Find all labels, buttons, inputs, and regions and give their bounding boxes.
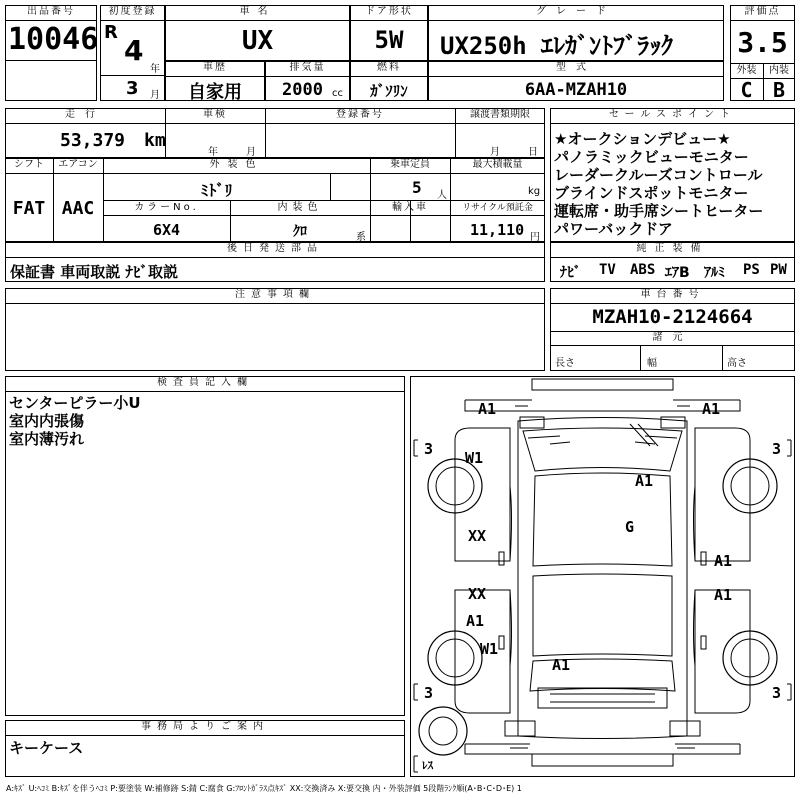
- first-registration-label: 初度登録: [108, 6, 157, 17]
- sales-point: 運転席・助手席シートヒーター: [554, 202, 764, 220]
- office-note: キーケース: [9, 739, 84, 757]
- car-name: UX: [241, 26, 274, 56]
- equipment-item: ABS: [630, 262, 656, 278]
- plate-label: 登録番号: [336, 109, 384, 120]
- length-label: 長さ: [555, 358, 575, 369]
- recycle-unit: 円: [530, 232, 540, 243]
- interior-label: 内装: [769, 65, 789, 76]
- model-label: 型式: [556, 62, 596, 73]
- door-type: 5W: [374, 26, 404, 54]
- damage-mark: W1: [465, 449, 484, 467]
- later-parts: 保証書 車両取説 ﾅﾋﾞ取説: [10, 263, 178, 281]
- interior-color: ｸﾛ: [293, 224, 307, 240]
- legend: A:ｷｽﾞ U:ﾍｺﾐ B:ｷｽﾞを伴うﾍｺﾐ P:要塗装 W:補修跡 S:錆 C:腐食 G:ﾌﾛﾝﾄｶﾞﾗｽ点ｷｽﾞ XX:交換済み X:要交換 内・外装評価 5段階ﾗﾝｸ順(A･B･C･D･E) 1: [6, 784, 522, 793]
- history: 自家用: [188, 82, 242, 103]
- color-number-label: カラーNo.: [134, 202, 199, 213]
- month-unit: 月: [150, 90, 160, 101]
- mileage-label: 走行: [65, 109, 105, 120]
- registration-month: 3: [126, 78, 139, 99]
- registration-year: 4: [124, 34, 144, 67]
- exterior-score: C: [740, 78, 753, 102]
- damage-mark: A1: [635, 472, 654, 490]
- equipment-item: ﾅﾋﾞ: [560, 265, 581, 281]
- lot-number: 10046: [8, 22, 99, 57]
- shift: FAT: [12, 198, 46, 219]
- exterior-label: 外装: [736, 65, 757, 76]
- grade-label: グレード: [536, 6, 616, 17]
- sales-points-label: セールスポイント: [608, 109, 737, 120]
- shift-label: シフト: [14, 159, 44, 170]
- damage-mark: XX: [468, 527, 487, 545]
- chassis-number: MZAH10-2124664: [592, 306, 753, 328]
- fuel: ｶﾞｿﾘﾝ: [370, 82, 408, 100]
- sales-point: レーダークルーズコントロール: [554, 166, 763, 184]
- height-label: 高さ: [727, 358, 747, 369]
- damage-mark: XX: [468, 585, 487, 603]
- inspector-label: 検査員記入欄: [157, 377, 253, 388]
- chassis-label: 車台番号: [640, 289, 705, 300]
- inspection-label: 車検: [203, 109, 227, 120]
- lot-number-label: 出品番号: [27, 6, 75, 17]
- year-unit: 年: [150, 64, 160, 75]
- inspector-note: 室内薄汚れ: [9, 430, 85, 448]
- damage-mark: W1: [480, 640, 499, 658]
- sales-point: パノラミックビューモニター: [554, 148, 749, 166]
- sales-point: ブラインドスポットモニター: [554, 184, 749, 202]
- score: 3.5: [737, 26, 788, 59]
- damage-mark: A1: [714, 552, 733, 570]
- era: R: [104, 22, 118, 43]
- damage-mark: A1: [466, 612, 485, 630]
- displacement: 2000: [282, 80, 323, 100]
- max-load-label: 最大積載量: [472, 159, 523, 170]
- aircon-label: エアコン: [58, 159, 98, 170]
- interior-score: B: [772, 78, 786, 102]
- car-diagram: [410, 376, 795, 777]
- tire-tread-rear-left: 3: [424, 684, 434, 702]
- tire-tread-rear-right: 3: [772, 684, 782, 702]
- exterior-color-label: 外装色: [209, 159, 264, 170]
- tire-tread-front-left: 3: [424, 440, 434, 458]
- damage-mark: A1: [552, 656, 571, 674]
- import-label: 輸入車: [392, 202, 428, 213]
- inspector-note: 室内内張傷: [9, 412, 85, 430]
- sales-point: パワーバックドア: [554, 220, 673, 238]
- mileage: 53,379: [60, 130, 126, 151]
- equipment-item: ｴｱB: [665, 265, 690, 281]
- equipment-label: 純正装備: [636, 243, 709, 254]
- model-code: 6AA-MZAH10: [524, 80, 628, 100]
- office-label: 事務局よりご案内: [141, 721, 269, 732]
- mileage-unit: km: [144, 130, 166, 151]
- equipment-item: PW: [770, 262, 787, 278]
- later-parts-label: 後日発送部品: [227, 243, 323, 254]
- inspector-note: センターピラー小U: [9, 394, 141, 412]
- equipment-item: ｱﾙﾐ: [704, 265, 725, 281]
- inspection-year-unit: 年: [208, 147, 218, 158]
- aircon: AAC: [61, 198, 95, 219]
- spare-tire-status: ﾚｽ: [422, 759, 433, 772]
- sales-point: ★オークションデビュー★: [554, 130, 731, 148]
- door-label: ドア形状: [365, 6, 413, 17]
- seats-unit: 人: [437, 190, 447, 201]
- car-name-label: 車名: [239, 6, 276, 17]
- max-load-unit: kg: [528, 186, 541, 197]
- notes-label: 注意事項欄: [235, 289, 315, 300]
- damage-mark: G: [625, 518, 635, 536]
- grade: UX250h ｴﾚｶﾞﾝﾄﾌﾞﾗｯｸ: [440, 32, 674, 60]
- specs-label: 諸元: [652, 332, 693, 343]
- equipment-item: TV: [599, 262, 616, 278]
- equipment-item: PS: [743, 262, 760, 278]
- damage-mark: A1: [702, 400, 721, 418]
- interior-color-unit: 系: [356, 232, 366, 243]
- transfer-day-unit: 日: [528, 147, 538, 158]
- damage-mark: A1: [478, 400, 497, 418]
- seats: 5: [412, 178, 422, 197]
- interior-color-label: 内装色: [277, 202, 323, 213]
- tire-tread-front-right: 3: [772, 440, 782, 458]
- width-label: 幅: [647, 358, 657, 369]
- color-number: 6X4: [152, 221, 181, 239]
- displacement-label: 排気量: [289, 62, 326, 73]
- recycle-fee: 11,110: [470, 221, 525, 239]
- exterior-color: ﾐﾄﾞﾘ: [200, 181, 233, 200]
- displacement-unit: cc: [332, 88, 343, 99]
- transfer-deadline-label: 譲渡書類期限: [470, 109, 530, 120]
- recycle-label: リサイクル預託金: [462, 203, 533, 213]
- damage-mark: A1: [714, 586, 733, 604]
- history-label: 車歴: [203, 62, 227, 73]
- fuel-label: 燃料: [377, 62, 401, 73]
- score-label: 評価点: [744, 6, 781, 17]
- seats-label: 乗車定員: [390, 159, 430, 170]
- inspection-month-unit: 月: [246, 147, 256, 158]
- transfer-month-unit: 月: [490, 147, 500, 158]
